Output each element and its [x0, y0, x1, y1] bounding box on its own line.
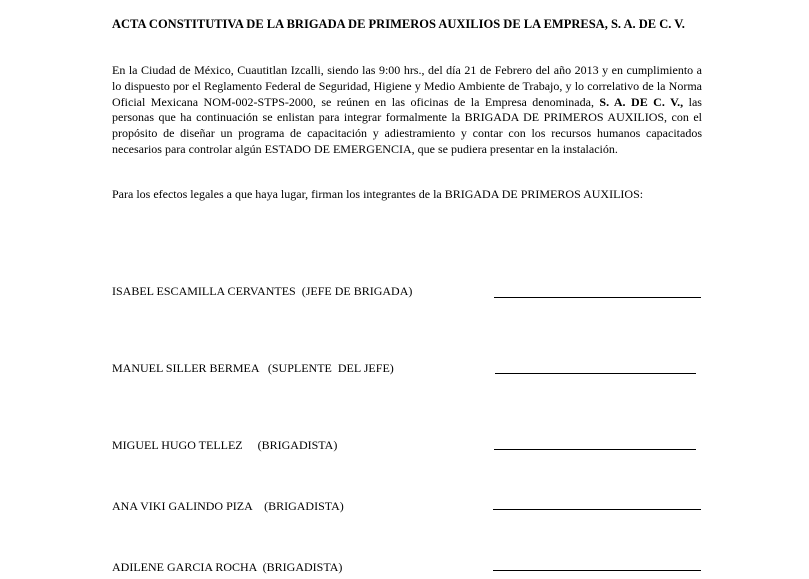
signature-line: [494, 297, 701, 298]
intro-paragraph: [112, 63, 702, 158]
signatory-name: ANA VIKI GALINDO PIZA (BRIGADISTA): [112, 499, 344, 513]
signatory-row: [112, 498, 704, 516]
intro-paragraph-text-b: las personas que ha continuación se enlistan para integrar formalmente la BRIGADA DE PRIMEROS AUXILIOS, con el propósito de diseñar un programa de capacitación y adiestramiento y contar con los recursos humanos capacitados necesarios para controlar algún ESTADO DE EMERGENCIA, que se pudiera presentar en la instalación.: [112, 94, 702, 156]
signature-line: [494, 449, 696, 450]
signatory-row: [112, 559, 704, 577]
signatory-row: [112, 437, 704, 455]
document-title: ACTA CONSTITUTIVA DE LA BRIGADA DE PRIMEROS AUXILIOS DE LA EMPRESA, S. A. DE C. V.: [112, 17, 685, 31]
company-name: S. A. DE C. V.,: [599, 94, 684, 109]
signature-line: [493, 509, 701, 510]
signatory-name: ISABEL ESCAMILLA CERVANTES (JEFE DE BRIGADA): [112, 284, 413, 298]
signatory-row: [112, 283, 704, 301]
legal-paragraph: Para los efectos legales a que haya lugar, firman los integrantes de la BRIGADA DE PRIMEROS AUXILIOS:: [112, 187, 644, 201]
signature-line: [495, 373, 696, 374]
signature-line: [493, 570, 701, 571]
signatory-row: [112, 360, 704, 378]
signatory-name: ADILENE GARCIA ROCHA (BRIGADISTA): [112, 560, 343, 574]
signatory-name: MANUEL SILLER BERMEA (SUPLENTE DEL JEFE): [112, 361, 394, 375]
signatory-name: MIGUEL HUGO TELLEZ (BRIGADISTA): [112, 438, 338, 452]
intro-paragraph-text-a: En la Ciudad de México, Cuautitlan Izcalli, siendo las 9:00 hrs., del día 21 de Febrero del año 2013 y en cumplimiento a lo dispuesto por el Reglamento Federal de Seguridad, Higiene y Medio Ambiente de Trabajo, y lo correlativo de la Norma Oficial Mexicana NOM-002-STPS-2000, se reúnen en las oficinas de la Empresa denominada,: [112, 63, 702, 109]
